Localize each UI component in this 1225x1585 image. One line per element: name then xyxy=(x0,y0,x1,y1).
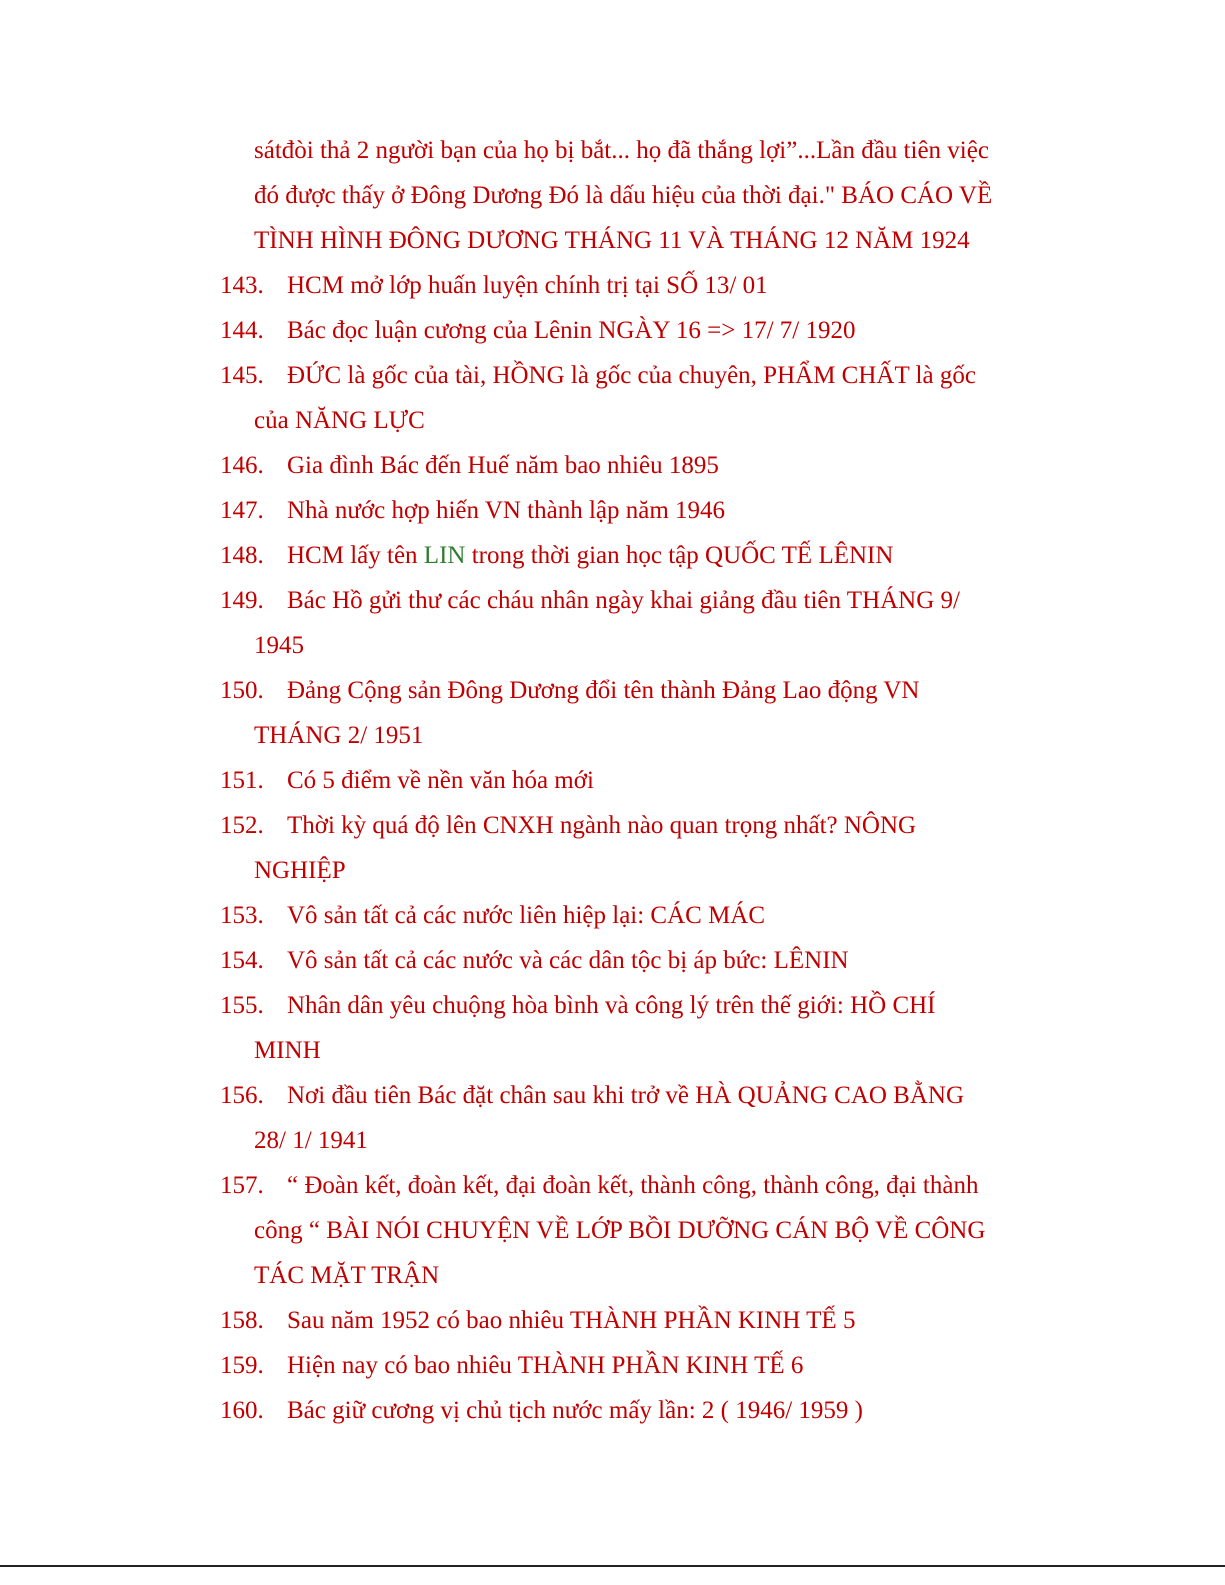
item-text: Vô sản tất cả các nước liên hiệp lại: CÁC MÁC xyxy=(287,902,766,929)
item-number: 147. xyxy=(220,497,264,524)
continuation-line: đó được thấy ở Đông Dương Đó là dấu hiệu của thời đại." BÁO CÁO VỀ xyxy=(254,182,993,209)
list-item xyxy=(220,263,1028,308)
item-number: 160. xyxy=(220,1397,264,1424)
highlight-lin: LIN xyxy=(423,542,466,569)
list-item xyxy=(220,308,1028,353)
item-number: 144. xyxy=(220,317,264,344)
item-number: 158. xyxy=(220,1307,264,1334)
item-continuation: TÁC MẶT TRẬN xyxy=(254,1262,440,1289)
item-text: Có 5 điểm về nền văn hóa mới xyxy=(287,767,594,794)
list-item xyxy=(220,1343,1028,1388)
item-number: 154. xyxy=(220,947,264,974)
item-text: Gia đình Bác đến Huế năm bao nhiêu 1895 xyxy=(287,452,719,479)
list-item xyxy=(220,1298,1028,1343)
list-item xyxy=(220,1163,1028,1208)
list-item xyxy=(220,983,1028,1028)
list-item xyxy=(220,443,1028,488)
item-continuation: của NĂNG LỰC xyxy=(254,407,425,434)
list-item xyxy=(220,803,1028,848)
list-item xyxy=(220,1388,1028,1433)
item-text: “ Đoàn kết, đoàn kết, đại đoàn kết, thành công, thành công, đại thành xyxy=(287,1172,979,1199)
list-item xyxy=(220,353,1028,398)
item-text: Thời kỳ quá độ lên CNXH ngành nào quan trọng nhất? NÔNG xyxy=(287,812,917,839)
item-number: 157. xyxy=(220,1172,264,1199)
item-continuation: THÁNG 2/ 1951 xyxy=(254,722,424,749)
item-number: 143. xyxy=(220,272,264,299)
list-item xyxy=(220,758,1028,803)
item-continuation: công “ BÀI NÓI CHUYỆN VỀ LỚP BỒI DƯỠNG CÁN BỘ VỀ CÔNG xyxy=(254,1217,986,1244)
list-item xyxy=(220,533,1028,578)
item-continuation: MINH xyxy=(254,1037,321,1064)
list-item xyxy=(220,578,1028,623)
item-number: 156. xyxy=(220,1082,264,1109)
item-text: Nhân dân yêu chuộng hòa bình và công lý trên thế giới: HỒ CHÍ xyxy=(287,992,936,1019)
item-number: 153. xyxy=(220,902,264,929)
item-number: 150. xyxy=(220,677,264,704)
item-number: 148. xyxy=(220,542,264,569)
item-continuation: 1945 xyxy=(254,632,304,659)
item-continuation: 28/ 1/ 1941 xyxy=(254,1127,368,1154)
list-item xyxy=(220,488,1028,533)
item-text: Nơi đầu tiên Bác đặt chân sau khi trở về HÀ QUẢNG CAO BẰNG xyxy=(287,1082,965,1109)
item-number: 146. xyxy=(220,452,264,479)
item-number: 145. xyxy=(220,362,264,389)
item-number: 149. xyxy=(220,587,264,614)
item-text: ĐỨC là gốc của tài, HỒNG là gốc của chuyên, PHẨM CHẤT là gốc xyxy=(287,362,976,389)
item-number: 152. xyxy=(220,812,264,839)
item-continuation: NGHIỆP xyxy=(254,857,346,884)
list-item xyxy=(220,1073,1028,1118)
item-text: HCM mở lớp huấn luyện chính trị tại SỐ 13/ 01 xyxy=(287,272,768,299)
item-text-pre: HCM lấy tên xyxy=(287,542,424,569)
item-text: Đảng Cộng sản Đông Dương đổi tên thành Đảng Lao động VN xyxy=(287,677,920,704)
item-number: 155. xyxy=(220,992,264,1019)
list-item xyxy=(220,938,1028,983)
item-text: Bác Hồ gửi thư các cháu nhân ngày khai giảng đầu tiên THÁNG 9/ xyxy=(287,587,960,614)
item-number: 159. xyxy=(220,1352,264,1379)
item-text: Nhà nước hợp hiến VN thành lập năm 1946 xyxy=(287,497,726,524)
list-item xyxy=(220,893,1028,938)
item-text: Sau năm 1952 có bao nhiêu THÀNH PHẦN KINH TẾ 5 xyxy=(287,1307,856,1334)
item-text xyxy=(287,533,1028,578)
item-text: Bác giữ cương vị chủ tịch nước mấy lần: 2 ( 1946/ 1959 ) xyxy=(287,1397,864,1424)
page-bottom-border xyxy=(0,1565,1225,1567)
continuation-line: TÌNH HÌNH ĐÔNG DƯƠNG THÁNG 11 VÀ THÁNG 12 NĂM 1924 xyxy=(254,227,970,254)
page-content xyxy=(220,128,1028,1433)
item-text: Bác đọc luận cương của Lênin NGÀY 16 => 17/ 7/ 1920 xyxy=(287,317,856,344)
item-text-post: trong thời gian học tập QUỐC TẾ LÊNIN xyxy=(465,542,894,569)
continuation-line: sátđòi thả 2 người bạn của họ bị bắt... họ đã thắng lợi”...Lần đầu tiên việc xyxy=(254,137,989,164)
list-item xyxy=(220,668,1028,713)
item-number: 151. xyxy=(220,767,264,794)
item-text: Hiện nay có bao nhiêu THÀNH PHẦN KINH TẾ 6 xyxy=(287,1352,804,1379)
item-text: Vô sản tất cả các nước và các dân tộc bị áp bức: LÊNIN xyxy=(287,947,849,974)
